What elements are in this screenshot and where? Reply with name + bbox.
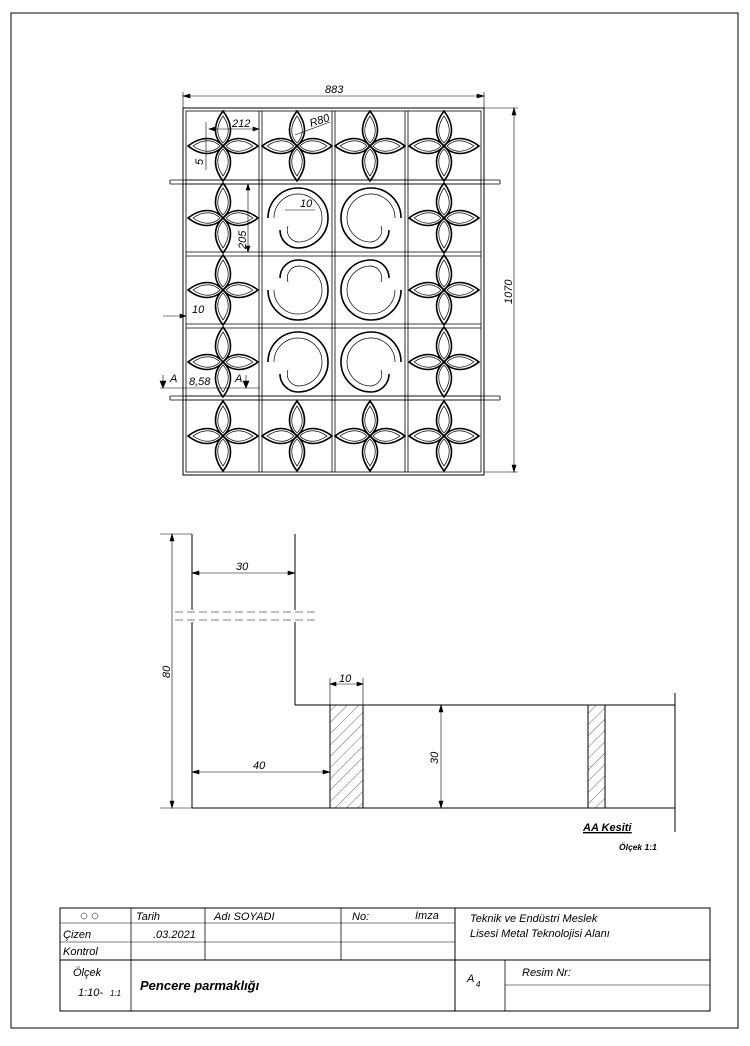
title-block [60,908,710,1011]
hatched-bar-right [588,705,605,808]
tb-kontrol: Kontrol [63,946,98,958]
tb-olcek-label: Ölçek [73,967,102,979]
dimension-5-label: 5 [194,158,206,165]
tb-sheet-size: A [467,973,475,985]
radius-label: R80 [308,112,332,130]
scroll-ornaments [268,188,401,392]
dimension-height-label: 1070 [503,279,515,304]
dimension-width-label: 883 [325,84,344,96]
dimension-40-label: 40 [253,760,266,772]
dimension-10-section-label: 10 [339,673,352,685]
tb-school-line1: Teknik ve Endüstri Meslek [470,913,598,925]
tb-sheet-size-sub: 4 [476,980,481,989]
tb-olcek-value: 1:10- [78,987,104,999]
tb-adi-soyadi: Adı SOYADI [214,911,275,923]
dimension-10-left [163,314,186,318]
sheet-border [11,13,738,1028]
section-scale: Ölçek 1:1 [619,842,657,852]
hatched-bar-left [330,705,363,808]
scroll-10-label: 10 [300,198,313,210]
section-title: AA Kesiti [583,822,632,834]
dimension-80-label: 80 [161,665,173,678]
section-view-aa [160,534,675,852]
tb-date: .03.2021 [153,929,196,941]
tb-cizen: Çizen [63,929,92,941]
tb-part-name: Pencere parmaklığı [140,978,260,993]
dimension-30-top-label: 30 [236,561,249,573]
tb-resim-nr: Resim Nr: [522,967,571,979]
tb-imza: Imza [415,910,439,922]
section-A-right: A [235,373,243,385]
tb-no: No: [352,911,370,923]
grille-front-view [160,84,518,475]
break-lines [175,612,318,620]
dimension-10-left-label: 10 [192,304,205,316]
tb-olcek-value-small: 1:1 [110,989,122,998]
grille-vertical-bars [259,111,408,472]
quatrefoil-ornaments [188,111,479,471]
dimension-212-label: 212 [232,118,251,130]
section-A-left: A [170,373,178,385]
dimension-30-right-label: 30 [429,751,441,764]
tb-school-line2: Lisesi Metal Teknolojisi Alanı [470,928,610,940]
dimension-858-label: 8,58 [189,376,211,388]
dimension-205-label: 205 [237,230,249,249]
tb-tarih: Tarih [136,911,161,923]
